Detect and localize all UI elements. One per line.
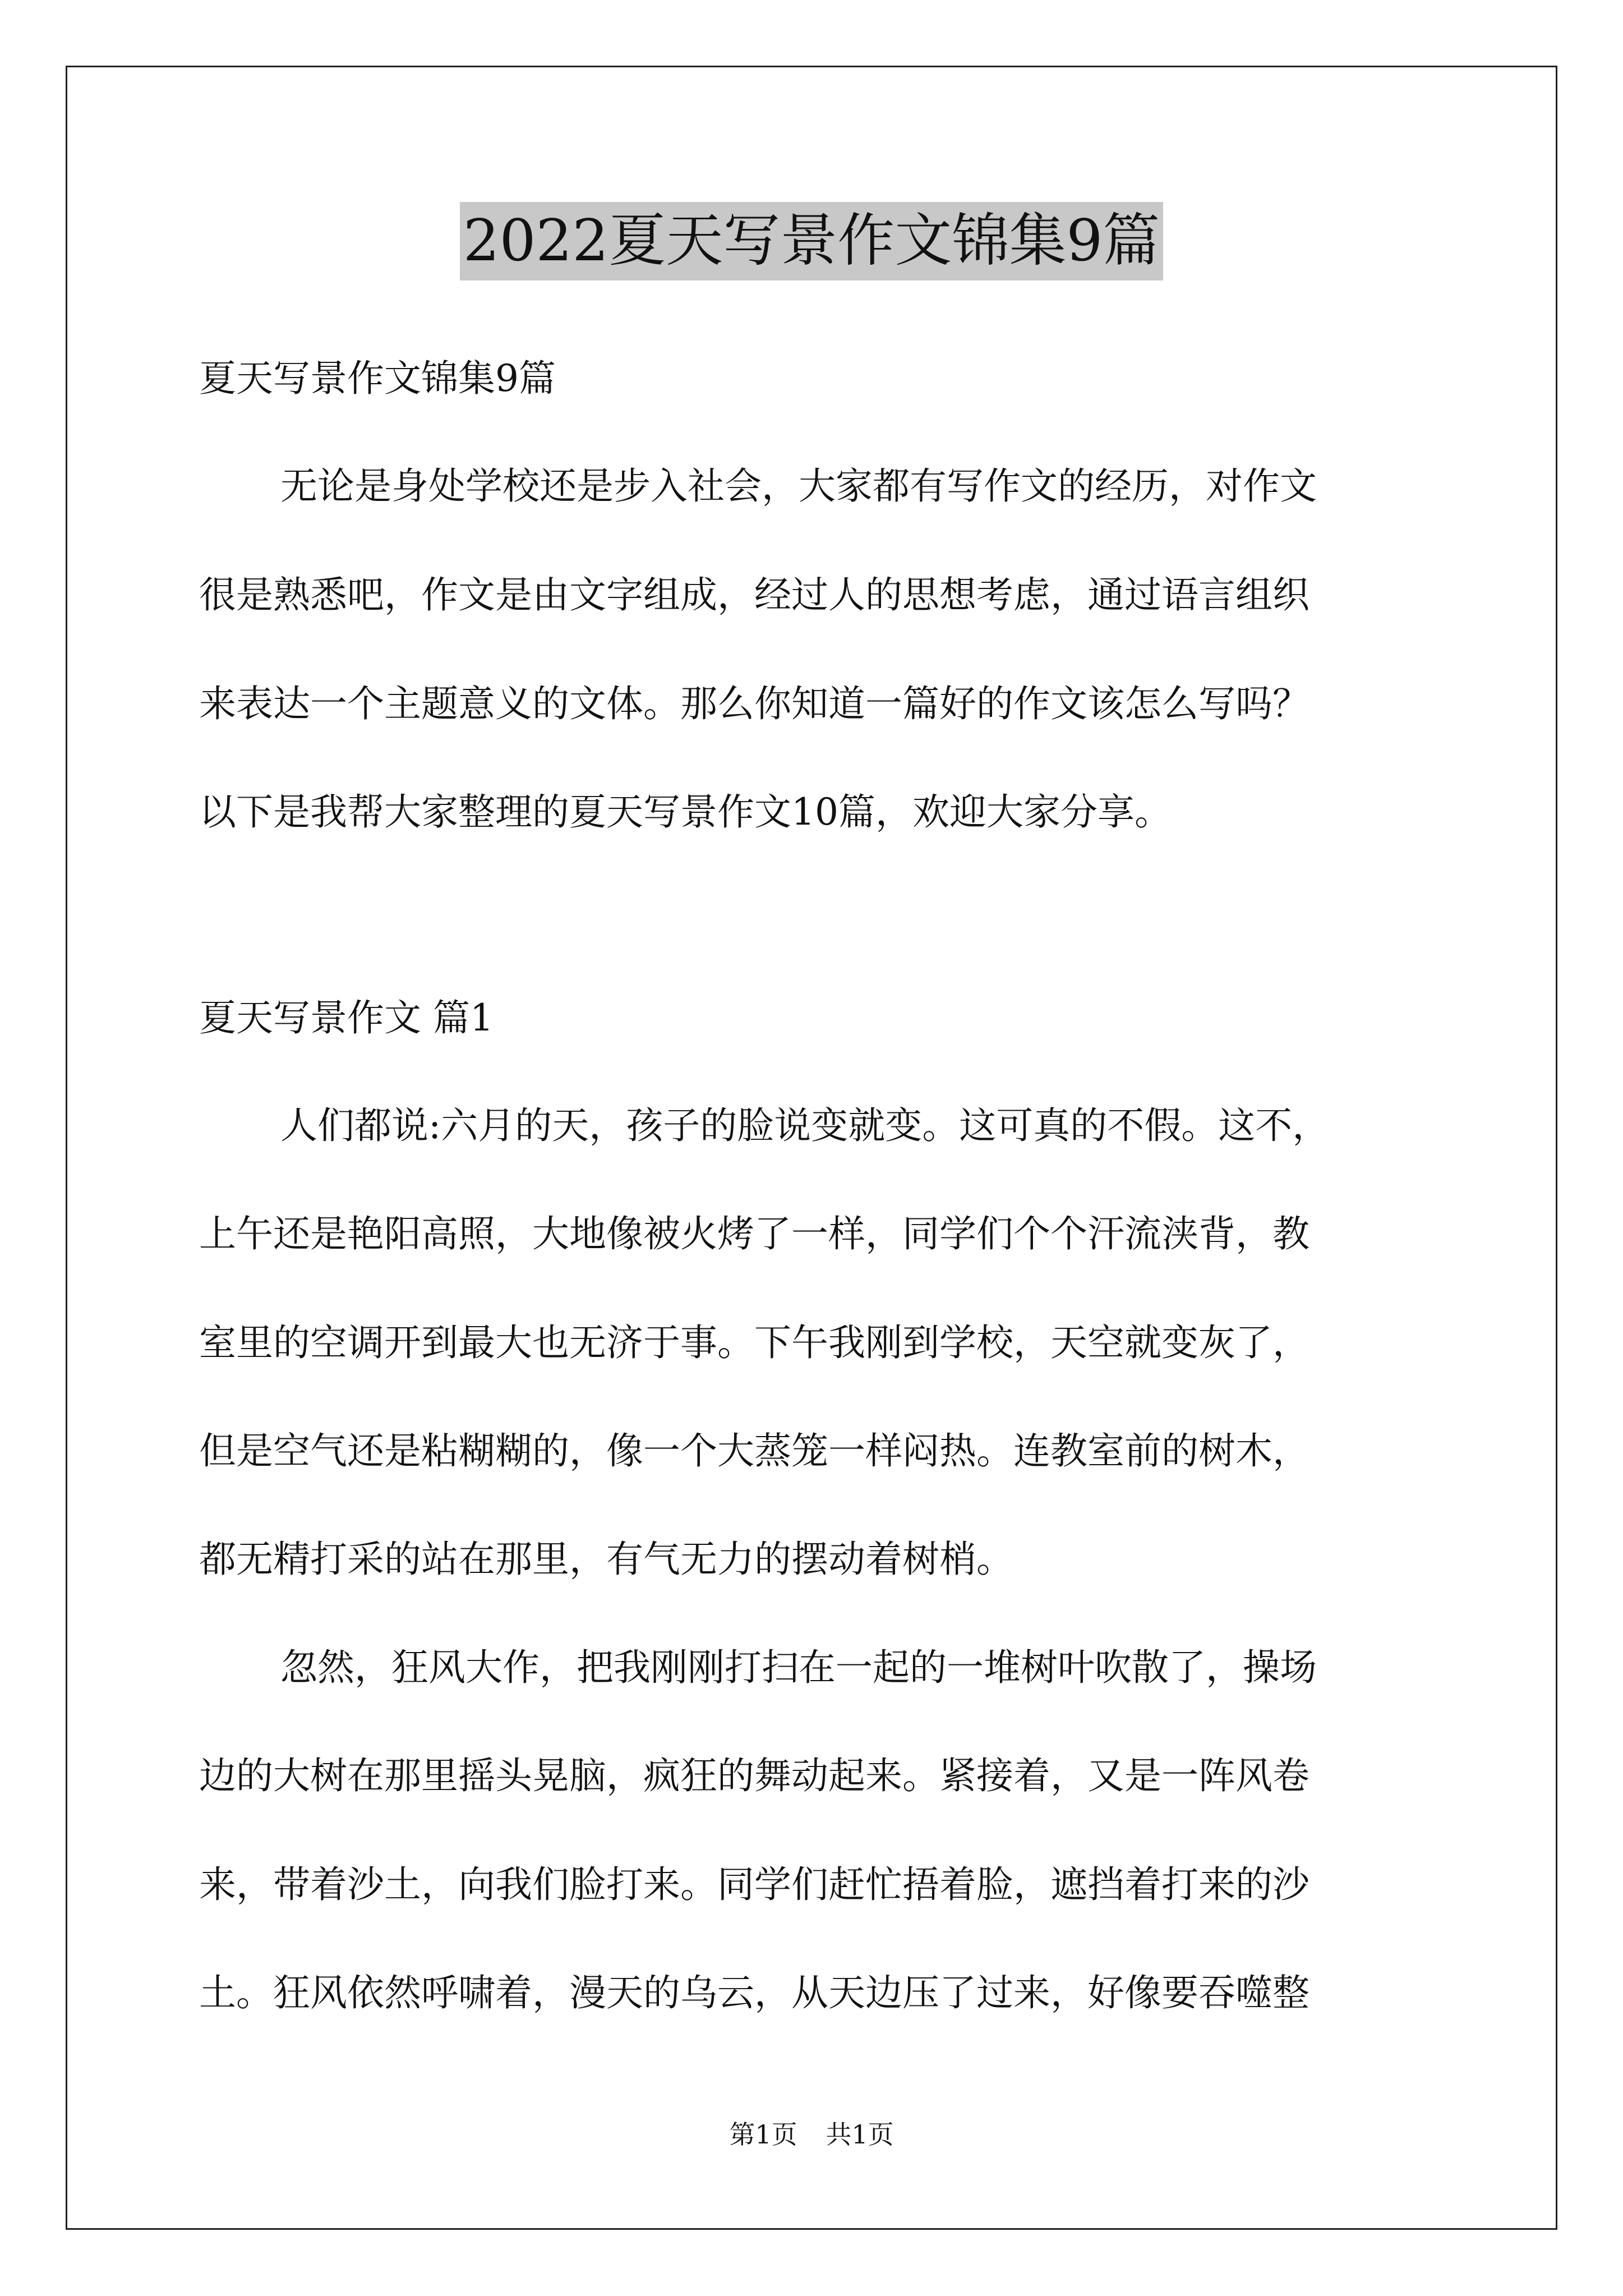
para2-line-3: 来，带着沙土，向我们脸打来。同学们赶忙捂着脸，遮挡着打来的沙 xyxy=(199,1863,1310,1906)
document-subtitle: 夏天写景作文锦集9篇 xyxy=(199,357,556,400)
para1-line-3: 室里的空调开到最大也无济于事。下午我刚到学校，天空就变灰了， xyxy=(199,1321,1310,1364)
para2-line-2: 边的大树在那里摇头晃脑，疯狂的舞动起来。紧接着，又是一阵风卷 xyxy=(199,1754,1310,1797)
page-number: 第1页 xyxy=(729,2119,797,2150)
intro-line-1: 无论是身处学校还是步入社会，大家都有写作文的经历，对作文 xyxy=(280,464,1317,508)
para1-line-5: 都无精打采的站在那里，有气无力的摆动着树梢。 xyxy=(199,1538,1013,1581)
para2-line-4: 土。狂风依然呼啸着，漫天的乌云，从天边压了过来，好像要吞噬整 xyxy=(199,1971,1310,2014)
page-total: 共1页 xyxy=(826,2119,894,2150)
intro-line-3: 来表达一个主题意义的文体。那么你知道一篇好的作文该怎么写吗？ xyxy=(199,682,1310,725)
title-container xyxy=(0,202,1623,280)
document-title: 2022夏天写景作文锦集9篇 xyxy=(460,202,1163,280)
intro-line-2: 很是熟悉吧，作文是由文字组成，经过人的思想考虑，通过语言组织 xyxy=(199,573,1310,616)
para1-line-2: 上午还是艳阳高照，大地像被火烤了一样，同学们个个汗流浃背，教 xyxy=(199,1212,1310,1255)
para1-line-4: 但是空气还是粘糊糊的，像一个大蒸笼一样闷热。连教室前的树木， xyxy=(199,1429,1310,1473)
page-footer xyxy=(0,2118,1623,2151)
para1-line-1: 人们都说:六月的天，孩子的脸说变就变。这可真的不假。这不， xyxy=(280,1104,1330,1147)
para2-line-1: 忽然，狂风大作，把我刚刚打扫在一起的一堆树叶吹散了，操场 xyxy=(280,1646,1317,1689)
intro-line-4: 以下是我帮大家整理的夏天写景作文10篇，欢迎大家分享。 xyxy=(199,790,1172,834)
section-heading: 夏天写景作文 篇1 xyxy=(199,996,494,1039)
